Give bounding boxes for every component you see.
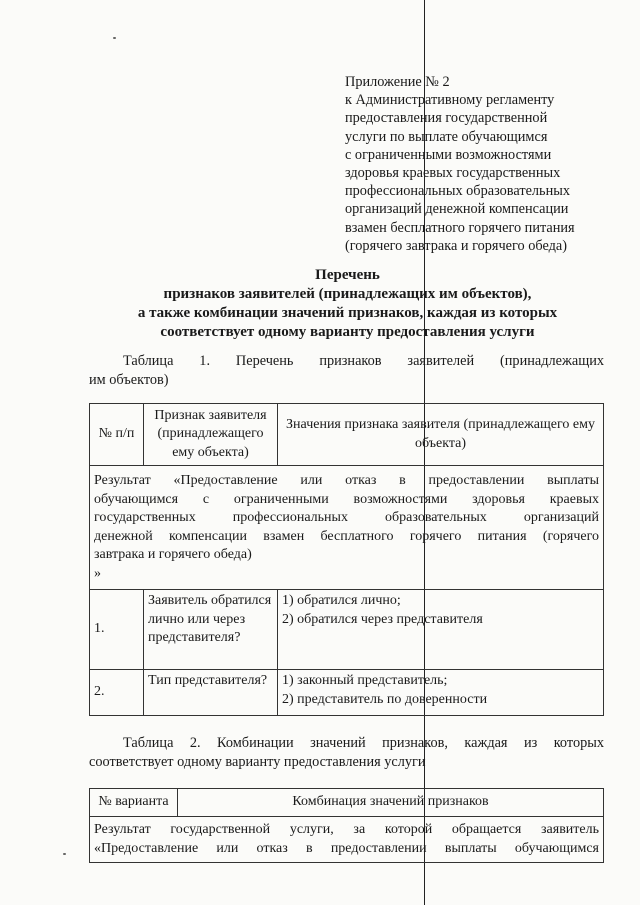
heading-line: признаков заявителей (принадлежащих им объектов), bbox=[163, 286, 532, 302]
appendix-line: с ограниченными возможностями bbox=[345, 146, 552, 163]
appendix-line: организаций денежной компенсации bbox=[345, 201, 569, 218]
value-option: 2) представитель по доверенности bbox=[282, 691, 488, 707]
appendix-line: к Административному регламенту bbox=[345, 92, 555, 109]
table2-result-cell bbox=[90, 817, 604, 863]
table1-result-line: обучающимся с ограниченными возможностями здоровья краевых bbox=[94, 491, 599, 507]
value-option: 1) законный представитель; bbox=[282, 673, 448, 688]
table1-row-num: 2. bbox=[90, 670, 144, 716]
table1-header-values: Значения признака заявителя (принадлежащего ему объекта) bbox=[278, 404, 604, 466]
table1-caption bbox=[89, 352, 604, 389]
table2-caption-line: Таблица 2. Комбинации значений признаков, каждая из которых bbox=[123, 735, 604, 751]
table1-row-values bbox=[278, 590, 604, 670]
table1-result-line: государственных профессиональных образовательных организаций bbox=[94, 510, 599, 525]
table1-result-line: Результат «Предоставление или отказ в предоставлении выплаты bbox=[94, 473, 599, 488]
table2-caption bbox=[89, 734, 604, 771]
table-row bbox=[90, 670, 604, 716]
appendix-block bbox=[345, 73, 615, 255]
appendix-line: взамен бесплатного горячего питания bbox=[345, 219, 575, 236]
table2-header-variant: № варианта bbox=[90, 789, 178, 817]
table2-result-line: Результат государственной услуги, за которой обращается заявитель bbox=[94, 822, 599, 837]
heading-title: Перечень bbox=[315, 267, 380, 283]
appendix-line: (горячего завтрака и горячего обеда) bbox=[345, 237, 568, 254]
document-heading bbox=[80, 266, 615, 342]
value-option: 2) обратился через представителя bbox=[282, 611, 483, 627]
table1-header-sign: Признак заявителя (принадлежащего ему объекта) bbox=[144, 404, 278, 466]
appendix-line: профессиональных образовательных bbox=[345, 183, 570, 200]
table-row bbox=[90, 590, 604, 670]
appendix-line: Приложение № 2 bbox=[345, 74, 450, 90]
table1-header-num: № п/п bbox=[90, 404, 144, 466]
table1-row-sign: Тип представителя? bbox=[144, 670, 278, 716]
scan-speck bbox=[113, 37, 116, 39]
table1-result-line: денежной компенсации взамен бесплатного горячего питания (горячего bbox=[94, 528, 599, 544]
scan-speck bbox=[63, 853, 66, 855]
value-option: 1) обратился лично; bbox=[282, 593, 401, 608]
table2-header-combination: Комбинация значений признаков bbox=[178, 789, 604, 817]
table1-row-num: 1. bbox=[90, 590, 144, 670]
table2 bbox=[89, 788, 604, 863]
appendix-line: здоровья краевых государственных bbox=[345, 165, 561, 182]
heading-line: соответствует одному варианту предоставления услуги bbox=[160, 324, 535, 340]
table2-caption-line: соответствует одному варианту предоставления услуги bbox=[89, 753, 426, 770]
heading-line: а также комбинации значений признаков, каждая из которых bbox=[137, 305, 558, 321]
table1-result-line: завтрака и горячего обеда) bbox=[94, 547, 252, 562]
table1-caption-line: Таблица 1. Перечень признаков заявителей (принадлежащих bbox=[123, 353, 604, 369]
table2-result-line: «Предоставление или отказ в предоставлении выплаты обучающимся bbox=[94, 840, 599, 856]
table1-result-cell bbox=[90, 466, 604, 590]
table1-result-line: » bbox=[94, 565, 101, 581]
appendix-line: услуги по выплате обучающимся bbox=[345, 128, 548, 145]
table1-row-sign: Заявитель обратился лично или через представителя? bbox=[144, 590, 278, 670]
table1-row-values bbox=[278, 670, 604, 716]
appendix-line: предоставления государственной bbox=[345, 110, 548, 127]
table1-caption-line: им объектов) bbox=[89, 371, 169, 388]
table1 bbox=[89, 403, 604, 716]
